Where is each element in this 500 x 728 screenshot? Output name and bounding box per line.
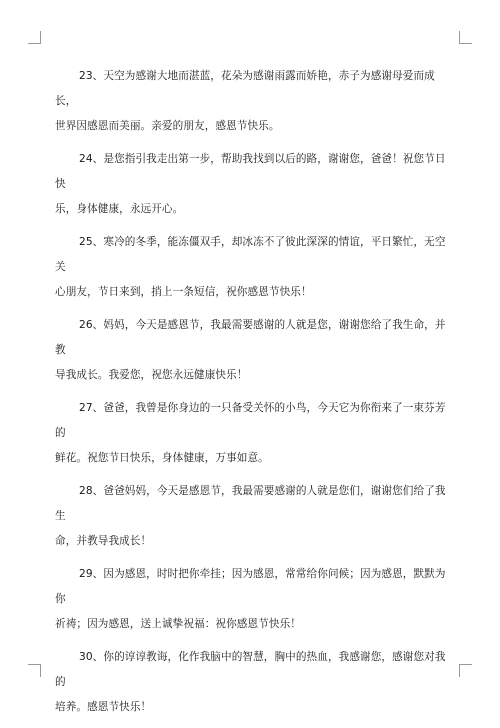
crop-mark-top-left [28,31,41,44]
paragraph-26: 26、妈妈，今天是感恩节，我最需要感谢的人就是您，谢谢您给了我生命，并教 导我成长。我爱您，祝您永远健康快乐！ [55,319,446,381]
paragraph-30: 30、你的谆谆教诲，化作我脑中的智慧，胸中的热血，我感谢您，感谢您对我的 培养。感恩节快乐！ [55,651,446,713]
paragraph-23: 23、天空为感谢大地而湛蓝，花朵为感谢雨露而娇艳，赤子为感谢母爱而成长， 世界因感恩而美丽。亲爱的朋友，感恩节快乐。 [55,70,435,132]
crop-mark-bottom-left [28,664,41,677]
paragraph-29: 29、因为感恩，时时把你牵挂；因为感恩，常常给你问候；因为感恩，默默为你 祈祷；因为感恩，送上诚挚祝福：祝你感恩节快乐！ [55,568,446,630]
paragraph-25: 25、寒冷的冬季，能冻僵双手，却冰冻不了彼此深深的情谊，平日繁忙，无空关 心朋友，节日来到，捎上一条短信，祝你感恩节快乐！ [55,236,446,298]
document-body [55,64,450,728]
paragraph-28: 28、爸爸妈妈，今天是感恩节，我最需要感谢的人就是您们，谢谢您们给了我生 命，并教导我成长！ [55,485,446,547]
crop-mark-top-right [459,31,472,44]
paragraph-24: 24、是您指引我走出第一步，帮助我找到以后的路，谢谢您，爸爸！祝您节日快 乐，身体健康，永远开心。 [55,153,446,215]
crop-mark-bottom-right [459,664,472,677]
paragraph-27: 27、爸爸，我曾是你身边的一只备受关怀的小鸟，今天它为你衔来了一束芬芳的 鲜花。祝您节日快乐，身体健康，万事如意。 [55,402,446,464]
